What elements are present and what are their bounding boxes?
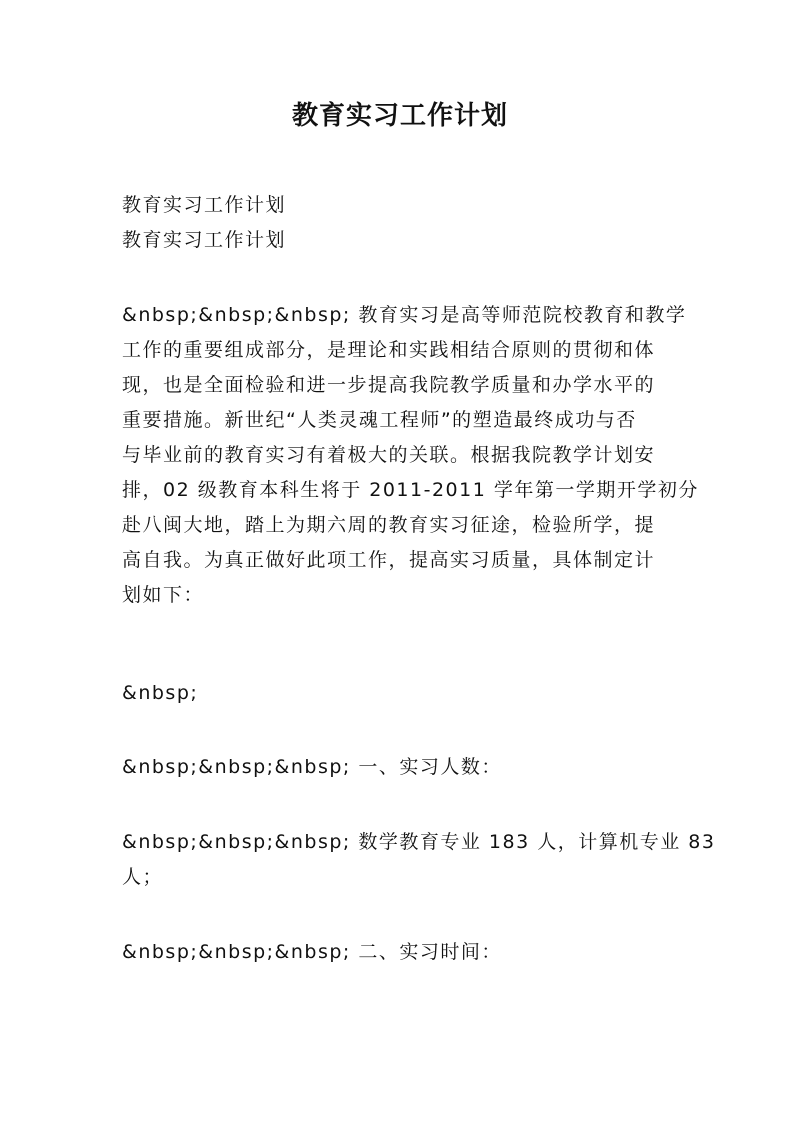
- intro-line: 高自我。为真正做好此项工作，提高实习质量，具体制定计: [122, 549, 656, 571]
- intro-line: &nbsp;&nbsp;&nbsp; 教育实习是高等师范院校教育和教学: [122, 304, 687, 326]
- section-heading-text: &nbsp;&nbsp;&nbsp; 一、实习人数：: [122, 756, 502, 778]
- intro-line: 与毕业前的教育实习有着极大的关联。根据我院教学计划安: [122, 444, 656, 466]
- section-heading-practice-count: [122, 750, 678, 785]
- intro-line: 划如下：: [122, 584, 205, 606]
- blank-paragraph-text: &nbsp;: [122, 682, 199, 704]
- intro-paragraph: [122, 298, 699, 613]
- intro-line: 赴八闽大地，踏上为期六周的教育实习征途，检验所学，提: [122, 514, 656, 536]
- section-heading-practice-time: [122, 935, 678, 970]
- subtitle-block: [122, 188, 678, 258]
- intro-line: 重要措施。新世纪“人类灵魂工程师”的塑造最终成功与否: [122, 409, 637, 431]
- intro-line: 排，02 级教育本科生将于 2011-2011 学年第一学期开学初分: [122, 479, 699, 501]
- practice-count-paragraph: [122, 825, 716, 895]
- blank-paragraph: [122, 676, 678, 711]
- intro-line: 工作的重要组成部分，是理论和实践相结合原则的贯彻和体: [122, 339, 656, 361]
- practice-count-line: 人；: [122, 866, 164, 888]
- subtitle-line: 教育实习工作计划: [122, 194, 287, 216]
- document-title: 教育实习工作计划: [291, 101, 508, 131]
- section-heading-text: &nbsp;&nbsp;&nbsp; 二、实习时间：: [122, 941, 502, 963]
- practice-count-line: &nbsp;&nbsp;&nbsp; 数学教育专业 183 人，计算机专业 83: [122, 831, 716, 853]
- intro-line: 现，也是全面检验和进一步提高我院教学质量和办学水平的: [122, 374, 656, 396]
- subtitle-line: 教育实习工作计划: [122, 229, 287, 251]
